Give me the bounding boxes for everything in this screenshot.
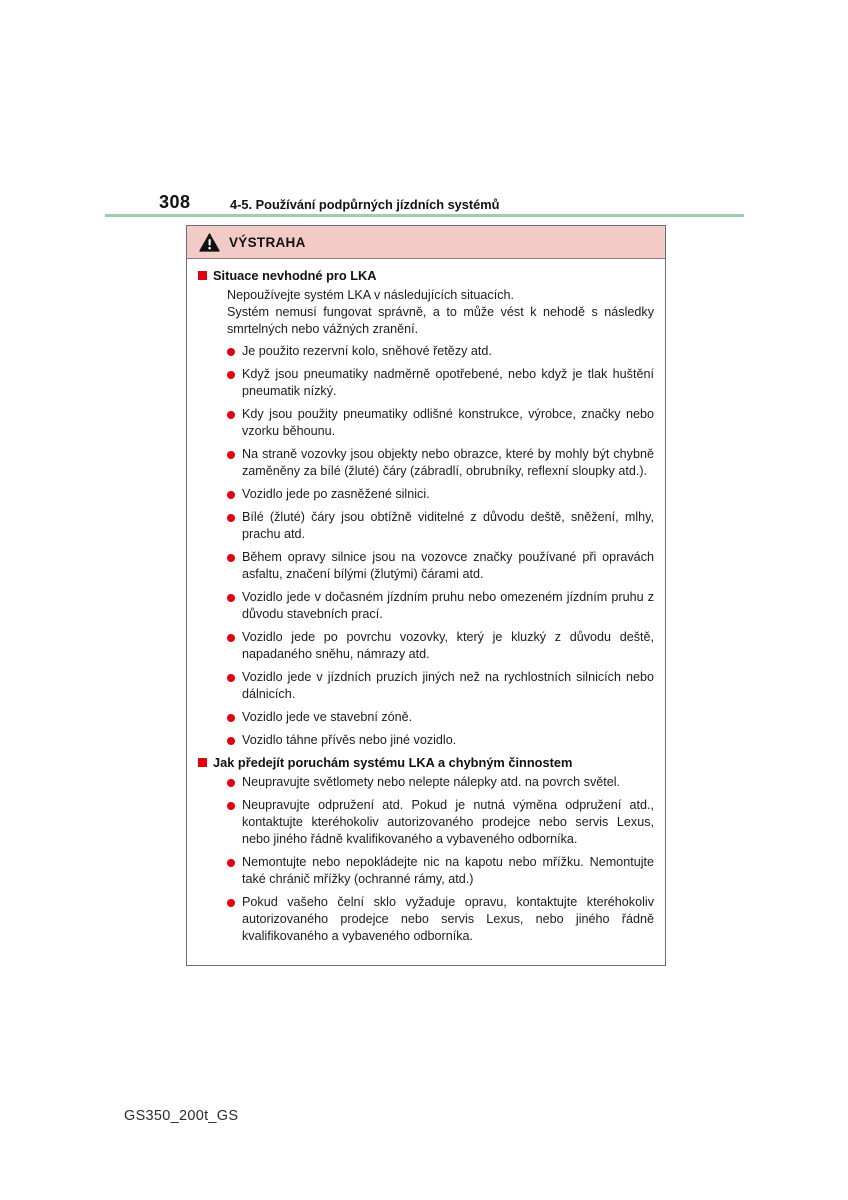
- list-item: [227, 894, 654, 945]
- red-dot-bullet-icon: [227, 514, 235, 522]
- bullet-text: Vozidlo jede po povrchu vozovky, který je kluzký z důvodu deště, napadaného sněhu, námrazy atd.: [242, 630, 654, 661]
- warning-body: [187, 259, 665, 965]
- bullet-text: Nemontujte nebo nepokládejte nic na kapotu nebo mřížku. Nemontujte také chránič mřížky (ochranné rámy, atd.): [242, 855, 654, 886]
- red-square-bullet-icon: [198, 758, 207, 767]
- bullet-list-section-1: [227, 343, 654, 749]
- intro-line: Systém nemusí fungovat správně, a to může vést k nehodě s následky smrtelných nebo vážných zranění.: [227, 305, 654, 336]
- list-item: [227, 797, 654, 848]
- intro-line: Nepoužívejte systém LKA v následujících situacích.: [227, 288, 514, 302]
- page-header-title: 4-5. Používání podpůrných jízdních systémů: [230, 197, 500, 212]
- red-dot-bullet-icon: [227, 802, 235, 810]
- bullet-text: Vozidlo jede ve stavební zóně.: [242, 710, 413, 724]
- bullet-text: Vozidlo jede po zasněžené silnici.: [242, 487, 430, 501]
- red-dot-bullet-icon: [227, 411, 235, 419]
- list-item: [227, 732, 654, 749]
- red-dot-bullet-icon: [227, 491, 235, 499]
- section-heading-text: Situace nevhodné pro LKA: [213, 268, 377, 283]
- red-dot-bullet-icon: [227, 899, 235, 907]
- bullet-list-section-2: [227, 774, 654, 945]
- red-dot-bullet-icon: [227, 859, 235, 867]
- bullet-text: Je použito rezervní kolo, sněhové řetězy atd.: [242, 344, 492, 358]
- red-dot-bullet-icon: [227, 737, 235, 745]
- bullet-text: Vozidlo jede v jízdních pruzích jiných než na rychlostních silnicích nebo dálnicích.: [242, 670, 654, 701]
- section-heading-jak-predejit: [198, 755, 654, 770]
- list-item: [227, 486, 654, 503]
- bullet-text: Během opravy silnice jsou na vozovce značky používané při opravách asfaltu, značení bílými (žlutými) čárami atd.: [242, 550, 654, 581]
- section-heading-text: Jak předejít poruchám systému LKA a chybným činnostem: [213, 755, 573, 770]
- bullet-text: Na straně vozovky jsou objekty nebo obrazce, které by mohly být chybně zaměněny za bílé (žluté) čáry (zábradlí, obrubníky, reflexní sloupky atd.).: [242, 447, 654, 478]
- list-item: [227, 709, 654, 726]
- list-item: [227, 343, 654, 360]
- section-heading-situace: [198, 268, 654, 283]
- list-item: [227, 669, 654, 703]
- red-dot-bullet-icon: [227, 634, 235, 642]
- list-item: [227, 629, 654, 663]
- list-item: [227, 589, 654, 623]
- bullet-text: Pokud vašeho čelní sklo vyžaduje opravu, kontaktujte kteréhokoliv autorizovaného prodejce nebo servis Lexus, nebo jiného řádně kvalifikovaného a vybaveného odborníka.: [242, 895, 654, 943]
- warning-title: VÝSTRAHA: [229, 234, 306, 250]
- list-item: [227, 446, 654, 480]
- list-item: [227, 774, 654, 791]
- red-dot-bullet-icon: [227, 674, 235, 682]
- bullet-text: Vozidlo jede v dočasném jízdním pruhu nebo omezeném jízdním pruhu z důvodu stavebních prací.: [242, 590, 654, 621]
- bullet-text: Neupravujte světlomety nebo nelepte nálepky atd. na povrch světel.: [242, 775, 621, 789]
- warning-triangle-icon: [199, 233, 220, 252]
- list-item: [227, 366, 654, 400]
- section-intro: [227, 287, 654, 338]
- red-dot-bullet-icon: [227, 594, 235, 602]
- bullet-text: Bílé (žluté) čáry jsou obtížně viditelné z důvodu deště, sněžení, mlhy, prachu atd.: [242, 510, 654, 541]
- bullet-text: Neupravujte odpružení atd. Pokud je nutná výměna odpružení atd., kontaktujte kteréhokoliv autorizovaného prodejce nebo servis Lexus, nebo jiného řádně kvalifikovaného a vybaveného odborníka.: [242, 798, 654, 846]
- red-dot-bullet-icon: [227, 714, 235, 722]
- red-square-bullet-icon: [198, 271, 207, 280]
- list-item: [227, 854, 654, 888]
- red-dot-bullet-icon: [227, 779, 235, 787]
- warning-box: [186, 225, 666, 966]
- page-number: 308: [159, 192, 191, 212]
- warning-header: [187, 226, 665, 259]
- list-item: [227, 509, 654, 543]
- red-dot-bullet-icon: [227, 348, 235, 356]
- header-rule: [105, 214, 744, 217]
- red-dot-bullet-icon: [227, 554, 235, 562]
- list-item: [227, 549, 654, 583]
- list-item: [227, 406, 654, 440]
- bullet-text: Vozidlo táhne přívěs nebo jiné vozidlo.: [242, 733, 457, 747]
- bullet-text: Když jsou pneumatiky nadměrně opotřebené, nebo když je tlak huštění pneumatik nízký.: [242, 367, 654, 398]
- bullet-text: Kdy jsou použity pneumatiky odlišné konstrukce, výrobce, značky nebo vzorku běhounu.: [242, 407, 654, 438]
- footer-document-code: GS350_200t_GS: [124, 1108, 239, 1124]
- red-dot-bullet-icon: [227, 371, 235, 379]
- red-dot-bullet-icon: [227, 451, 235, 459]
